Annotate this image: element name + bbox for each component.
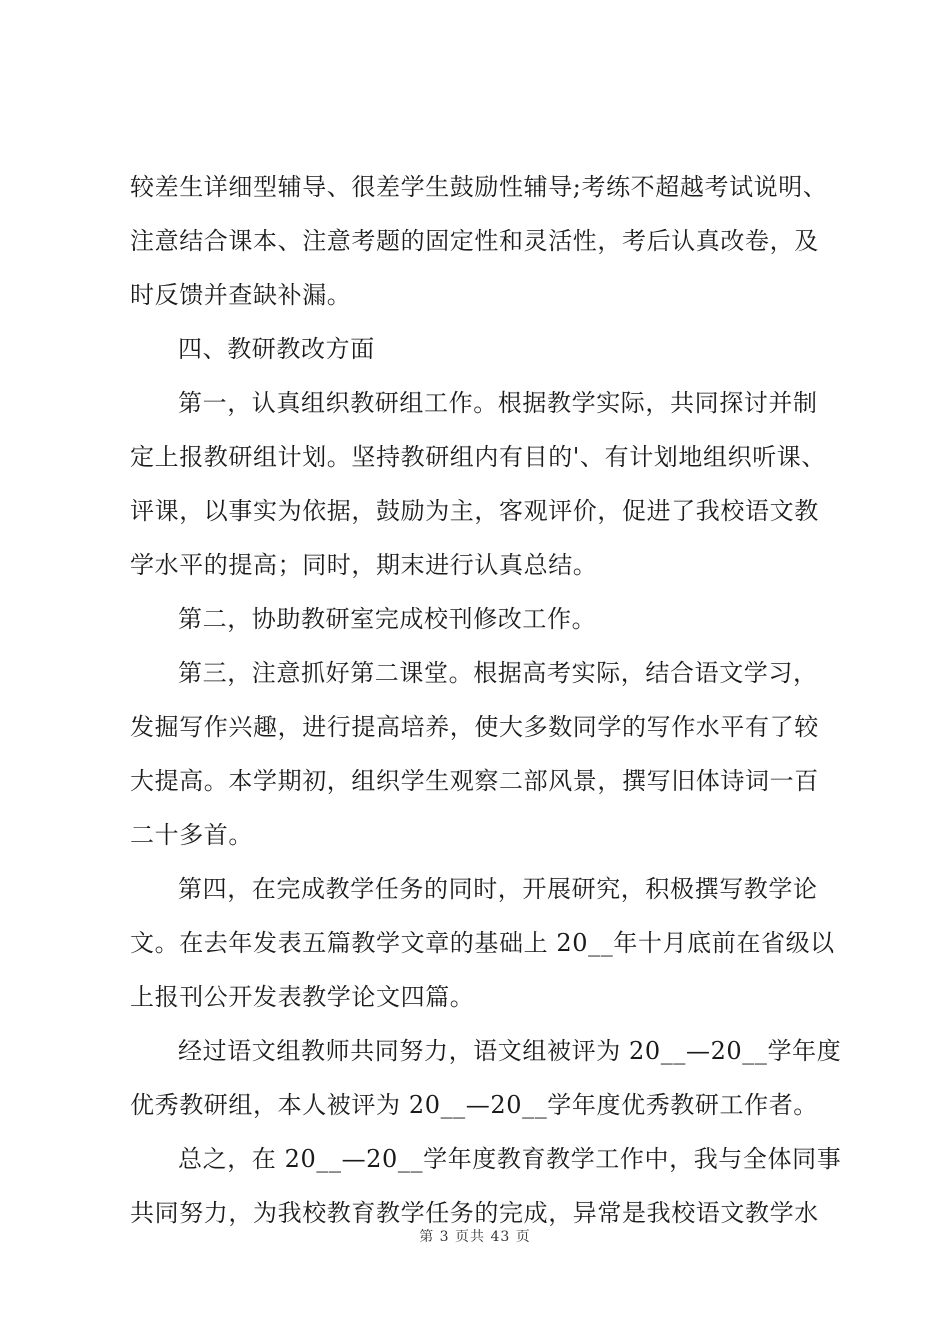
text-line: 第三，注意抓好第二课堂。根据高考实际，结合语文学习， [178,659,818,687]
text-line: 大提高。本学期初，组织学生观察二部风景，撰写旧体诗词一百 [130,767,819,795]
text-line: 第二，协助教研室完成校刊修改工作。 [178,605,597,633]
text-line: 优秀教研组，本人被评为 20__—20__学年度优秀教研工作者。 [130,1091,818,1119]
text-line: 文。在去年发表五篇教学文章的基础上 20__年十月底前在省级以 [130,929,835,957]
text-line: 上报刊公开发表教学论文四篇。 [130,983,475,1011]
text-line: 二十多首。 [130,821,253,849]
text-line: 定上报教研组计划。坚持教研组内有目的'、有计划地组织听课、 [130,443,826,471]
text-line: 发掘写作兴趣，进行提高培养，使大多数同学的写作水平有了较 [130,713,819,741]
text-line: 时反馈并查缺补漏。 [130,281,352,309]
text-line: 共同努力，为我校教育教学任务的完成，异常是我校语文教学水 [130,1199,819,1227]
page-footer: 第 3 页共 43 页 [419,1229,531,1245]
text-line: 学水平的提高；同时，期末进行认真总结。 [130,551,598,579]
text-line: 第一，认真组织教研组工作。根据教学实际，共同探讨并制 [178,389,818,417]
text-line: 较差生详细型辅导、很差学生鼓励性辅导;考练不超越考试说明、 [130,173,828,201]
text-line: 注意结合课本、注意考题的固定性和灵活性，考后认真改卷，及 [130,227,819,255]
text-line: 总之，在 20__—20__学年度教育教学工作中，我与全体同事 [178,1145,842,1173]
body-text [130,160,845,1240]
text-line: 评课，以事实为依据，鼓励为主，客观评价，促进了我校语文教 [130,497,819,525]
text-line: 经过语文组教师共同努力，语文组被评为 20__—20__学年度 [178,1037,842,1065]
section-heading: 四、教研教改方面 [178,335,375,363]
text-line: 第四，在完成教学任务的同时，开展研究，积极撰写教学论 [178,875,818,903]
